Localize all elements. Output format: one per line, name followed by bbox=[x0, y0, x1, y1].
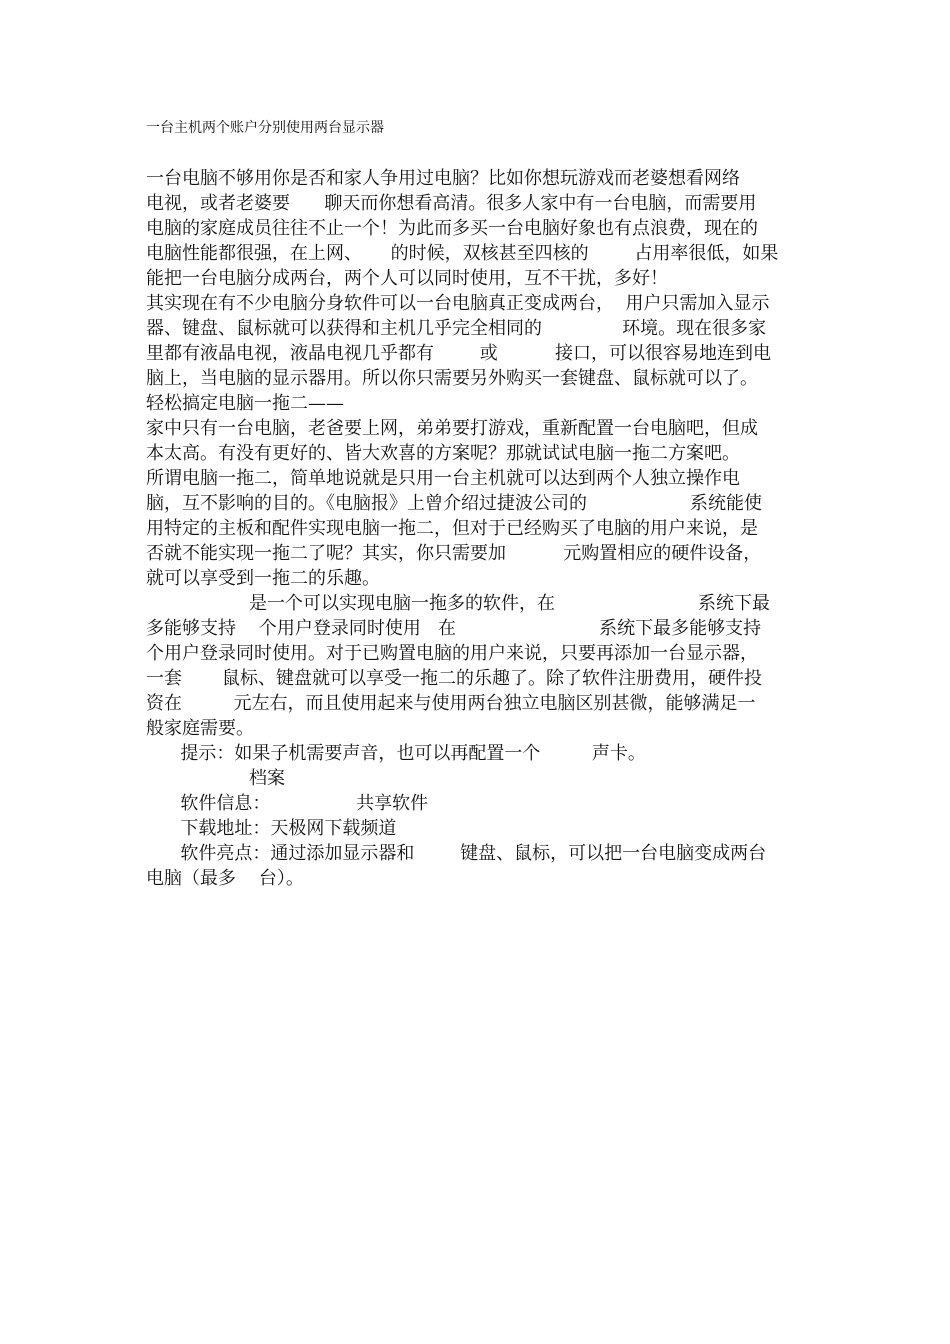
body-line-6: 其实现在有不少电脑分身软件可以一台电脑真正变成两台， 用户只需加入显示 bbox=[146, 293, 770, 314]
software-info-line: 软件信息： 共享软件 bbox=[146, 793, 429, 814]
body-line-20: 个用户登录同时使用。对于已购置电脑的用户来说，只要再添加一台显示器， bbox=[146, 643, 758, 664]
body-line-12: 本太高。有没有更好的、皆大欢喜的方案呢？那就试试电脑一拖二方案吧。 bbox=[146, 443, 740, 464]
body-line-7: 器、键盘、鼠标就可以获得和主机几乎完全相同的 环境。现在很多家 bbox=[146, 318, 767, 339]
section-heading: 轻松搞定电脑一拖二—— bbox=[146, 393, 344, 414]
body-line-16: 否就不能实现一拖二了呢？其实，你只需要加 元购置相应的硬件设备， bbox=[146, 543, 762, 564]
document-title: 一台主机两个账户分别使用两台显示器 bbox=[146, 120, 384, 136]
body-line-8: 里都有液晶电视，液晶电视几乎都有 或 接口，可以很容易地连到电 bbox=[146, 343, 771, 364]
software-highlight-line: 软件亮点：通过添加显示器和 键盘、鼠标，可以把一台电脑变成两台 bbox=[146, 843, 767, 864]
body-line-11: 家中只有一台电脑，老爸要上网，弟弟要打游戏，重新配置一台电脑吧，但成 bbox=[146, 418, 758, 439]
body-line-2: 电视，或者老婆要 聊天而你想看高清。很多人家中有一台电脑，而需要用 bbox=[146, 193, 757, 214]
body-line-22: 资在 元左右，而且使用起来与使用两台独立电脑区别甚微，能够满足一 bbox=[146, 693, 756, 714]
body-line-9: 脑上，当电脑的显示器用。所以你只需要另外购买一套键盘、鼠标就可以了。 bbox=[146, 368, 758, 389]
body-line-5: 能把一台电脑分成两台，两个人可以同时使用，互不干扰，多好！ bbox=[146, 268, 668, 289]
body-line-18: 是一个可以实现电脑一拖多的软件，在 系统下最 bbox=[146, 593, 771, 614]
body-line-17: 就可以享受到一拖二的乐趣。 bbox=[146, 568, 380, 589]
body-line-3: 电脑的家庭成员往往不止一个！为此而多买一台电脑好象也有点浪费，现在的 bbox=[146, 218, 758, 239]
tip-line: 提示：如果子机需要声音，也可以再配置一个 声卡。 bbox=[146, 743, 646, 764]
archive-heading: 档案 bbox=[146, 768, 285, 789]
body-line-13: 所谓电脑一拖二，简单地说就是只用一台主机就可以达到两个人独立操作电 bbox=[146, 468, 740, 489]
body-line-21: 一套 鼠标、键盘就可以享受一拖二的乐趣了。除了软件注册费用，硬件投 bbox=[146, 668, 763, 689]
body-line-14: 脑，互不影响的目的。《电脑报》上曾介绍过捷波公司的 系统能使 bbox=[146, 493, 762, 514]
body-line-1: 一台电脑不够用你是否和家人争用过电脑？比如你想玩游戏而老婆想看网络 bbox=[146, 168, 740, 189]
body-line-19: 多能够支持 个用户登录同时使用 在 系统下最多能够支持 bbox=[146, 618, 762, 639]
download-address-line: 下载地址：天极网下载频道 bbox=[146, 818, 397, 839]
body-line-15: 用特定的主板和配件实现电脑一拖二，但对于已经购买了电脑的用户来说，是 bbox=[146, 518, 758, 539]
software-highlight-line-2: 电脑（最多 台）。 bbox=[146, 868, 304, 889]
body-line-4: 电脑性能都很强，在上网、 的时候，双核甚至四核的 占用率很低，如果 bbox=[146, 243, 779, 264]
body-line-23: 般家庭需要。 bbox=[146, 718, 254, 739]
